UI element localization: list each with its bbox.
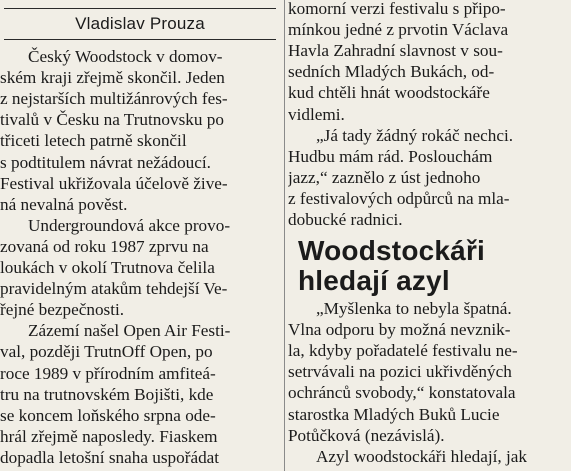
text-line: pravidelným atakům tehdejší Ve- bbox=[0, 279, 228, 299]
text-line: ochránců svobody,“ konstatovala bbox=[288, 383, 516, 403]
text-line: setrvávali na pozici ukřivděných bbox=[288, 362, 512, 382]
text-line: tru na trutnovském Bojišti, kde bbox=[0, 384, 214, 404]
text-line: se koncem loňského srpna ode- bbox=[0, 405, 216, 425]
text-line: loukách v okolí Trutnova čelila bbox=[0, 258, 215, 277]
text-line: kud chtěli hnát woodstockáře bbox=[288, 83, 490, 103]
text-line: mínkou jedné z prvotin Václava bbox=[288, 20, 509, 40]
text-line: dobucké radnici. bbox=[288, 210, 403, 229]
text-line: Český Woodstock v domov- bbox=[28, 47, 223, 66]
text-line: z nejstarších multižánrových fes- bbox=[0, 89, 228, 109]
text-line: komorní verzi festivalu s připo- bbox=[288, 0, 506, 18]
text-line: tivalů v Česku na Trutnovsku po bbox=[0, 110, 224, 130]
text-line: jazz,“ zaznělo z úst jednoho bbox=[288, 167, 481, 187]
text-line: s podtitulem návrat nežádoucí. bbox=[0, 152, 211, 172]
text-line: hrál zřejmě naposledy. Fiaskem bbox=[0, 426, 218, 446]
text-line: z festivalových odpůrců na mla- bbox=[288, 188, 510, 208]
text-line: val, později TrutnOff Open, po bbox=[0, 342, 213, 362]
text-line: Zázemí našel Open Air Festi- bbox=[28, 321, 231, 341]
text-line: Azyl woodstockáři hledají, jak bbox=[316, 446, 527, 466]
text-line: řejné bezpečnosti. bbox=[0, 300, 125, 320]
text-line: la, kdyby pořadatelé festivalu ne- bbox=[288, 341, 518, 361]
section-heading-line-2: hledají azyl bbox=[298, 265, 450, 296]
text-line: „Já tady žádný rokáč nechci. bbox=[316, 125, 514, 145]
text-line: Potůčková (nezávislá). bbox=[288, 425, 445, 445]
author-byline: Vladislav Prouza bbox=[4, 8, 276, 40]
text-line: roce 1989 v přírodním amfiteá- bbox=[0, 363, 216, 383]
text-line: sedních Mladých Bukách, od- bbox=[288, 62, 495, 82]
text-line: Undergroundová akce provo- bbox=[28, 215, 231, 235]
text-line: dopadla letošní snaha uspořádat bbox=[0, 447, 220, 467]
left-column bbox=[0, 0, 281, 471]
text-line: Festival ukřižovala účelově žive- bbox=[0, 173, 228, 193]
text-line: ském kraji zřejmě skončil. Jeden bbox=[0, 68, 225, 88]
text-line: Vlna odporu by možná nevznik- bbox=[288, 320, 511, 340]
text-line: Havla Zahradní slavnost v sou- bbox=[288, 41, 503, 61]
text-line: vidlemi. bbox=[288, 104, 345, 124]
text-line: třiceti letech patrně skončil bbox=[0, 131, 187, 151]
section-heading-line-1: Woodstockáři bbox=[298, 235, 486, 266]
text-line: „Myšlenka to nebyla špatná. bbox=[316, 299, 512, 318]
right-column bbox=[288, 0, 571, 471]
text-line: ná nevalná pověst. bbox=[0, 194, 128, 214]
text-line: Hudbu mám rád. Poslouchám bbox=[288, 146, 493, 166]
text-line: zovaná od roku 1987 zprvu na bbox=[0, 236, 209, 256]
text-line: starostka Mladých Buků Lucie bbox=[288, 404, 500, 424]
